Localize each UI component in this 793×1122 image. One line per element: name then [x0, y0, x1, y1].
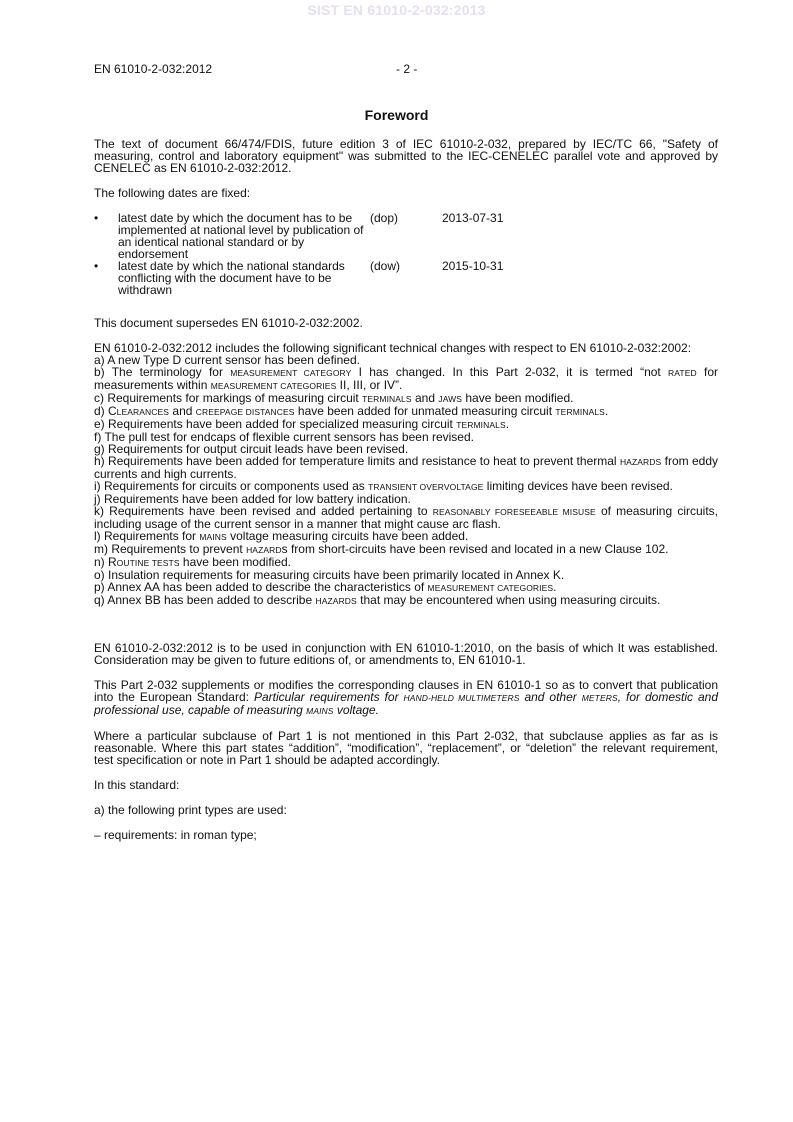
- title-italic: voltage.: [333, 703, 379, 717]
- title-italic: , for domestic and professional use, capable of measuring: [94, 690, 719, 717]
- text: h) Requirements have been added for temperature limits and resistance to heat to prevent thermal: [94, 454, 620, 468]
- title-italic: Particular requirements for: [253, 690, 404, 704]
- bullet: •: [94, 259, 99, 273]
- defined-term: MEASUREMENT CATEGORIES: [427, 583, 554, 593]
- change-item-b: [94, 366, 718, 392]
- text: n) R: [94, 555, 117, 569]
- supersedes-paragraph: This document supersedes EN 61010-2-032:2002.: [94, 316, 363, 330]
- defined-term: HAZARDS: [315, 596, 357, 606]
- date-row-dop: [94, 212, 503, 260]
- dates-intro: The following dates are fixed:: [94, 186, 251, 200]
- conjunction-paragraph: EN 61010-2-032:2012 is to be used in conjunction with EN 61010-1:2010, on the basis of which It was established. Consideration may be given to future editions of, or amendments to, EN 61010-1.: [94, 641, 718, 667]
- defined-term: HAZARDS: [619, 457, 662, 467]
- defined-term: LEARANCES: [116, 407, 170, 417]
- header-page-number: - 2 -: [396, 62, 418, 76]
- header-doc-id: EN 61010-2-032:2012: [94, 62, 213, 76]
- text: s from short-circuits have been revised and located in a new Clause 102.: [281, 542, 669, 556]
- changes-intro: EN 61010-2-032:2012 includes the following significant technical changes with respect to EN 61010-2-032:2002:: [94, 341, 692, 355]
- change-item-k: [94, 505, 718, 530]
- text: .: [604, 404, 609, 418]
- title-italic: and other: [519, 690, 582, 704]
- bullet: •: [94, 211, 99, 225]
- defined-term: MAINS: [306, 706, 334, 716]
- date-row-dow: [94, 260, 503, 296]
- text: l) Requirements for: [94, 529, 200, 543]
- text: voltage measuring circuits have been added.: [226, 529, 469, 543]
- text: k) Requirements have been revised and added pertaining to: [94, 504, 433, 518]
- dates-table: [94, 212, 503, 296]
- defined-term: HAZARD: [246, 545, 282, 555]
- text: for measurements within: [94, 365, 718, 392]
- text: II, III, or IV”.: [336, 378, 403, 392]
- subclause-paragraph: Where a particular subclause of Part 1 is not mentioned in this Part 2-032, that subclause applies as far as is reasonable. Where this part states “addition”, “modification”, “replacement”, or “deletion” the relevant requirement, test specification or note in Part 1 should be adapted accordingly.: [94, 729, 718, 767]
- text: have been modified.: [462, 391, 574, 405]
- text: from eddy currents and high currents.: [94, 454, 718, 481]
- text: .: [553, 580, 557, 594]
- text: and: [411, 391, 439, 405]
- text: b) The terminology for: [94, 365, 231, 379]
- text: q) Annex BB has been added to describe: [94, 593, 316, 607]
- text: i) Requirements for circuits or components used as: [94, 479, 369, 493]
- defined-term: MEASUREMENT CATEGORY: [230, 368, 352, 378]
- defined-term: TRANSIENT OVERVOLTAGE: [368, 482, 484, 492]
- change-item-o: o) Insulation requirements for measuring circuits have been primarily located in Annex K.: [94, 568, 565, 582]
- text: I has changed. In this Part 2-032, it is termed “not: [351, 365, 669, 379]
- text: d) C: [94, 404, 117, 418]
- text: m) Requirements to prevent: [94, 542, 247, 556]
- defined-term: CREEPAGE DISTANCES: [195, 407, 295, 417]
- text: e) Requirements have been added for specialized measuring circuit: [94, 417, 457, 431]
- change-item-j: j) Requirements have been added for low battery indication.: [94, 492, 411, 506]
- print-types-paragraph: a) the following print types are used:: [94, 803, 287, 817]
- text: and: [169, 404, 196, 418]
- change-item-h: [94, 455, 718, 480]
- supplements-paragraph: [94, 679, 718, 717]
- document-body: [94, 138, 718, 841]
- date-code: (dop): [370, 211, 399, 225]
- defined-term: RATED: [668, 368, 697, 378]
- changes-list: [94, 342, 718, 607]
- text: limiting devices have been revised.: [483, 479, 673, 493]
- date-value: 2013-07-31: [442, 211, 504, 225]
- text: have been modified.: [179, 555, 292, 569]
- text: p) Annex AA has been added to describe the characteristics of: [94, 580, 428, 594]
- change-item-g: g) Requirements for output circuit leads have been revised.: [94, 442, 409, 456]
- defined-term: METERS: [581, 693, 618, 703]
- date-value: 2015-10-31: [442, 259, 504, 273]
- text: c) Requirements for markings of measuring circuit: [94, 391, 363, 405]
- defined-term: TERMINALS: [456, 420, 506, 430]
- page-title: Foreword: [364, 107, 429, 123]
- text: This Part 2-032 supplements or modifies the corresponding clauses in EN 61010-1 so as to convert that publication into the European Standard:: [94, 678, 718, 704]
- text: of measuring circuits, including usage of the current sensor in a manner that might cause arc flash.: [94, 504, 718, 531]
- watermark: SIST EN 61010-2-032:2013: [307, 2, 486, 18]
- defined-term: MEASUREMENT CATEGORIES: [210, 381, 337, 391]
- in-standard-paragraph: In this standard:: [94, 778, 180, 792]
- text: have been added for unmated measuring circuit: [294, 404, 556, 418]
- defined-term: OUTINE TESTS: [116, 558, 180, 568]
- intro-paragraph: The text of document 66/474/FDIS, future edition 3 of IEC 61010-2-032, prepared by IEC/TC 66, "Safety of measuring, control and laboratory equipment" was submitted to the IEC-CENELEC parallel vote and approved by CENELEC as EN 61010-2-032:2012.: [94, 137, 718, 175]
- change-item-a: a) A new Type D current sensor has been defined.: [94, 353, 360, 367]
- defined-term: MAINS: [199, 532, 227, 542]
- date-code: (dow): [370, 259, 401, 273]
- date-description: latest date by which the national standards conflicting with the document have to be withdrawn: [118, 259, 345, 297]
- defined-term: TERMINALS: [555, 407, 605, 417]
- text: that may be encountered when using measuring circuits.: [356, 593, 661, 607]
- defined-term: HAND-HELD MULTIMETERS: [403, 693, 520, 703]
- date-description: latest date by which the document has to be implemented at national level by publication of an identical national standard or by endorsement: [118, 211, 364, 261]
- defined-term: TERMINALS: [362, 394, 412, 404]
- text: .: [505, 417, 510, 431]
- change-item-f: f) The pull test for endcaps of flexible current sensors has been revised.: [94, 430, 474, 444]
- change-item-q: [94, 594, 718, 607]
- defined-term: JAWS: [438, 394, 463, 404]
- defined-term: REASONABLY FORESEEABLE MISUSE: [432, 507, 596, 517]
- requirements-paragraph: – requirements: in roman type;: [94, 828, 257, 842]
